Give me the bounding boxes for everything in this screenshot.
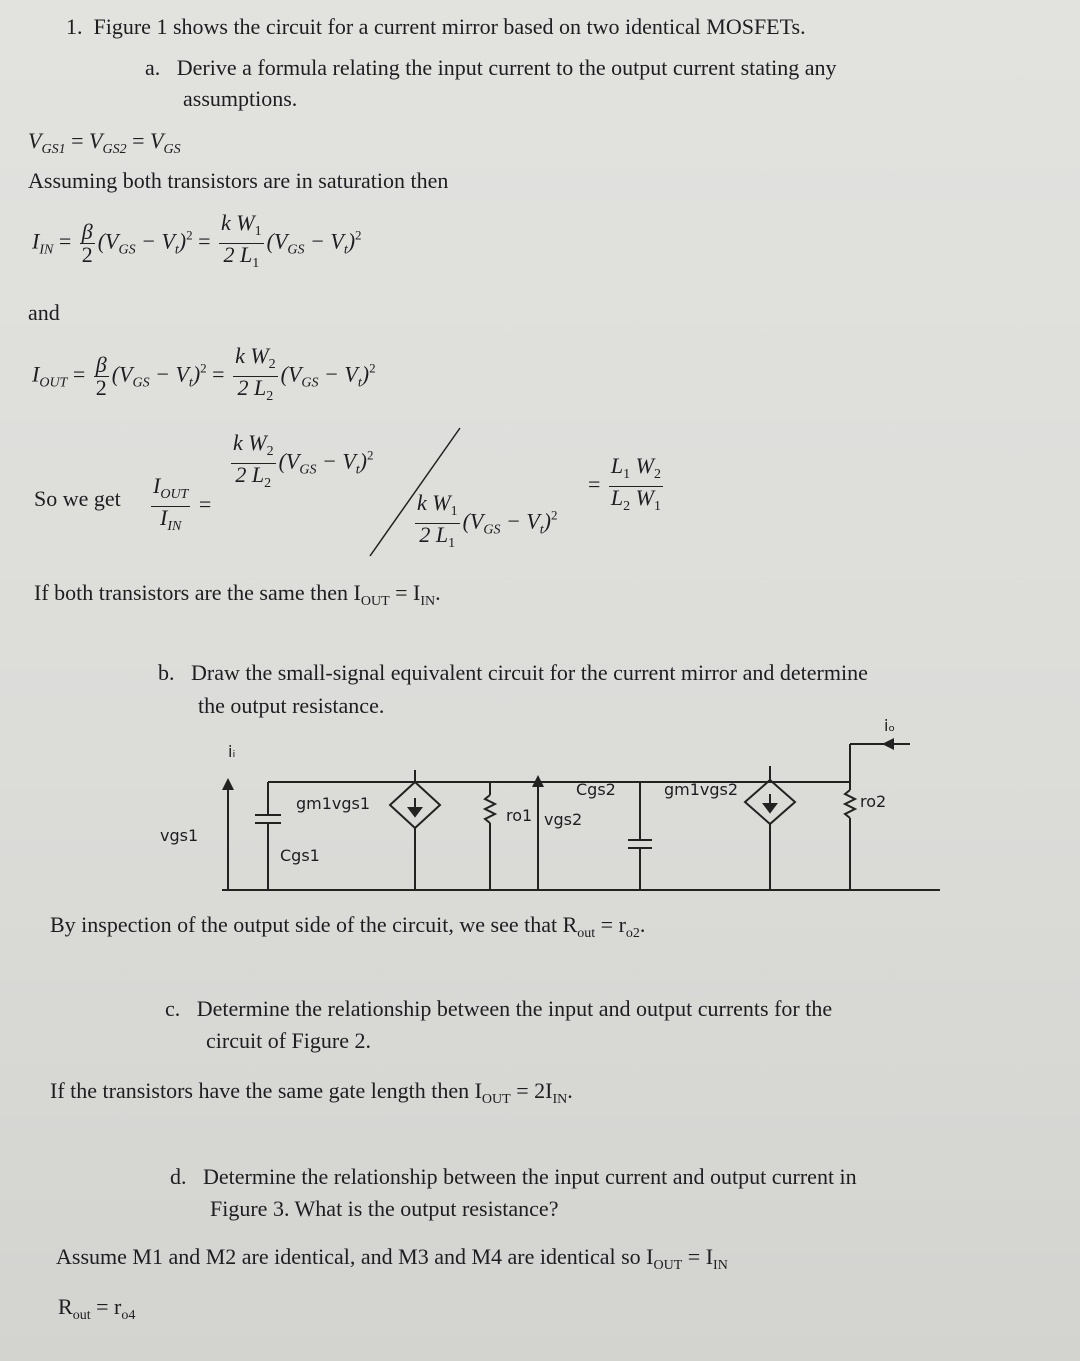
question-1-stem	[66, 14, 806, 40]
iin-t: t	[174, 242, 179, 258]
den-t: t	[539, 522, 544, 538]
part-a-prompt	[145, 55, 837, 81]
part-c-prompt	[165, 996, 832, 1022]
by-inspection-end: = r	[595, 912, 626, 937]
part-d-prompt	[170, 1164, 857, 1190]
num-t: t	[355, 462, 360, 478]
ratio-result	[588, 455, 666, 518]
iout-mid-2: − V	[318, 361, 358, 387]
iin-lhs: I	[32, 228, 40, 254]
c-mid: = 2I	[510, 1078, 553, 1103]
num-paren: (V	[278, 448, 300, 474]
so-we-get-text: So we get	[34, 486, 121, 511]
den-l: 2 L	[419, 522, 449, 547]
ratio-lhs	[148, 475, 211, 538]
part-b-letter: b.	[158, 660, 175, 685]
num-gs: GS	[299, 462, 317, 478]
part-a-text-2: assumptions.	[183, 86, 298, 111]
label-vgs1: vgs1	[160, 826, 199, 845]
output-resistance-answer	[50, 912, 645, 942]
iin-paren-2: (V	[266, 228, 288, 254]
part-b-text-2: the output resistance.	[198, 693, 385, 718]
ratio-bot-sub: IN	[167, 519, 182, 534]
vgs-s1: GS1	[41, 142, 66, 157]
d-sub2: IN	[713, 1258, 728, 1273]
iin-eq-sign: =	[53, 228, 77, 254]
by-inspection-sub: out	[577, 926, 596, 941]
num-l: 2 L	[235, 462, 265, 487]
vgs-eq1: =	[65, 128, 89, 153]
ratio-denominator	[412, 492, 558, 555]
saturation-assumption: Assuming both transistors are in saturation then	[28, 168, 449, 193]
vgs-v2: V	[89, 128, 103, 153]
iout-sq: 2	[200, 360, 207, 376]
part-d-text-2: Figure 3. What is the output resistance?	[210, 1196, 559, 1221]
iin-gs-2: GS	[287, 242, 305, 258]
iout-gs: GS	[132, 375, 150, 391]
ratio-top: I	[153, 473, 161, 498]
label-ro1: ro1	[506, 806, 533, 825]
iout-k-sub: 2	[268, 357, 276, 372]
d-sub1: OUT	[653, 1258, 683, 1273]
res-den-w: W	[630, 485, 654, 510]
two-b: 2	[95, 375, 107, 400]
ratio-bot: I	[160, 505, 168, 530]
iin-l: 2 L	[223, 242, 253, 267]
iin-lhs-sub: IN	[39, 242, 54, 258]
den-mid: − V	[500, 508, 540, 534]
iin-eq-sign-2: =	[192, 228, 217, 254]
input-arrow-icon	[222, 778, 234, 790]
iin-sq-2: 2	[355, 227, 362, 243]
iout-gs-2: GS	[301, 375, 319, 391]
iout-t-2: t	[357, 375, 362, 391]
iin-k: k W	[221, 210, 255, 235]
part-c-answer	[50, 1078, 573, 1108]
den-gs: GS	[483, 522, 501, 538]
rout-sub: out	[72, 1308, 91, 1323]
c-sub2: IN	[552, 1092, 568, 1107]
d-answer-text: Assume M1 and M2 are identical, and M3 and M4 are identical so I	[56, 1244, 654, 1269]
question-number: 1.	[66, 14, 83, 39]
iout-equation	[32, 345, 376, 408]
den-paren: (V	[462, 508, 484, 534]
iout-l-sub: 2	[266, 389, 274, 404]
part-d-answer	[56, 1244, 728, 1274]
iout-mid: − V	[149, 361, 189, 387]
part-a-letter: a.	[145, 55, 161, 80]
iin-close: )	[178, 228, 187, 254]
iin-gs: GS	[118, 242, 136, 258]
rout-r: R	[58, 1294, 73, 1319]
iout-sq-2: 2	[369, 360, 376, 376]
c-end: .	[567, 1078, 573, 1103]
num-l-sub: 2	[264, 476, 272, 491]
two: 2	[81, 242, 93, 267]
num-mid: − V	[316, 448, 356, 474]
num-k-sub: 2	[266, 444, 274, 459]
part-b-text-1: Draw the small-signal equivalent circuit for the current mirror and determine	[191, 660, 868, 685]
iin-mid-2: − V	[304, 228, 344, 254]
iin-l-sub: 1	[252, 256, 260, 271]
label-ii: iᵢ	[228, 742, 236, 761]
label-gm1vgs2: gm1vgs2	[664, 780, 739, 799]
l1w2-over-l2w1	[609, 455, 663, 518]
iout-close: )	[192, 361, 201, 387]
ratio-top-sub: OUT	[160, 487, 189, 502]
iout-eq-sign-2: =	[206, 361, 231, 387]
c-sub1: OUT	[481, 1092, 511, 1107]
rout-mid: = r	[90, 1294, 122, 1319]
den-sq: 2	[551, 507, 558, 523]
den-k-frac	[415, 492, 460, 555]
iout-over-iin	[151, 475, 190, 538]
part-a-text-1: Derive a formula relating the input current to the output current stating any	[176, 55, 837, 80]
iin-equation	[32, 212, 362, 275]
res-den-s2: 1	[654, 499, 661, 514]
num-sq: 2	[367, 447, 374, 463]
label-ro2: ro2	[860, 792, 887, 811]
part-c-text-2: circuit of Figure 2.	[206, 1028, 371, 1053]
label-cgs2: Cgs2	[576, 780, 616, 799]
iout-paren-2: (V	[280, 361, 302, 387]
label-vgs2: vgs2	[544, 810, 583, 829]
rout-answer	[58, 1294, 135, 1324]
iin-sq: 2	[186, 227, 193, 243]
iout-eq-sign: =	[67, 361, 91, 387]
by-inspection-sub2: o2	[625, 926, 640, 941]
result-eq: =	[588, 471, 606, 497]
vgs-s2: GS2	[102, 142, 127, 157]
iout-l: 2 L	[237, 375, 267, 400]
res-num-l: L	[610, 453, 624, 478]
den-l-sub: 1	[448, 536, 456, 551]
num-k-frac	[231, 432, 276, 495]
iin-mid: − V	[135, 228, 175, 254]
part-c-text-1: Determine the relationship between the input and output currents for the	[196, 996, 833, 1021]
beta-over-2-b	[94, 354, 109, 399]
iin-paren: (V	[97, 228, 119, 254]
same-text: If both transistors are the same then I	[34, 580, 361, 605]
same-end: .	[435, 580, 441, 605]
num-k: k W	[233, 430, 267, 455]
k-w1-over-2l1	[219, 212, 264, 275]
ratio-numerator	[228, 432, 374, 495]
output-arrow-icon	[882, 738, 894, 750]
vgs-v1: V	[28, 128, 42, 153]
part-b-prompt	[158, 660, 868, 686]
iout-lhs-sub: OUT	[39, 375, 68, 391]
c-answer-text: If the transistors have the same gate length then I	[50, 1078, 482, 1103]
rout-sub2: o4	[121, 1308, 136, 1323]
same-sub2: IN	[420, 594, 436, 609]
question-stem-text: Figure 1 shows the circuit for a current mirror based on two identical MOSFETs.	[93, 14, 806, 39]
iout-lhs: I	[32, 361, 40, 387]
ratio-eq: =	[193, 491, 212, 517]
small-signal-circuit	[140, 730, 940, 900]
res-num-s2: 2	[654, 467, 661, 482]
res-den-s1: 2	[623, 499, 631, 514]
by-inspection-text: By inspection of the output side of the circuit, we see that R	[50, 912, 578, 937]
ro2-zigzag	[845, 790, 855, 818]
part-c-letter: c.	[165, 996, 181, 1021]
iout-close-2: )	[361, 361, 370, 387]
den-k-sub: 1	[450, 504, 458, 519]
d-mid: = I	[682, 1244, 714, 1269]
ro1-zigzag	[485, 795, 495, 823]
down-arrow-icon-2	[764, 794, 776, 812]
iout-k: k W	[235, 343, 269, 368]
k-w2-over-2l2	[233, 345, 278, 408]
same-mid: = I	[389, 580, 421, 605]
vgs-equality	[28, 128, 181, 158]
vgs-v3: V	[150, 128, 164, 153]
iout-paren: (V	[111, 361, 133, 387]
beta: β	[81, 219, 93, 244]
res-den-l: L	[610, 485, 624, 510]
den-k: k W	[417, 490, 451, 515]
part-d-text-1: Determine the relationship between the input current and output current in	[203, 1164, 857, 1189]
res-num-s1: 1	[623, 467, 631, 482]
iin-close-2: )	[347, 228, 356, 254]
label-cgs1: Cgs1	[280, 846, 320, 865]
beta-b: β	[95, 352, 107, 377]
iin-k-sub: 1	[254, 224, 262, 239]
vgs-s3: GS	[163, 142, 181, 157]
label-gm1vgs1: gm1vgs1	[296, 794, 371, 813]
iin-t-2: t	[343, 242, 348, 258]
num-close: )	[359, 448, 367, 474]
by-inspection-dot: .	[639, 912, 646, 937]
iout-t: t	[188, 375, 193, 391]
down-arrow-icon-1	[409, 798, 421, 816]
part-d-letter: d.	[170, 1164, 187, 1189]
and-text: and	[28, 300, 60, 325]
den-close: )	[543, 508, 551, 534]
label-io: iₒ	[884, 716, 896, 735]
same-transistor-conclusion	[34, 580, 441, 610]
beta-over-2	[80, 221, 95, 266]
same-sub1: OUT	[360, 594, 390, 609]
res-num-w: W	[630, 453, 654, 478]
vgs-eq2: =	[126, 128, 150, 153]
